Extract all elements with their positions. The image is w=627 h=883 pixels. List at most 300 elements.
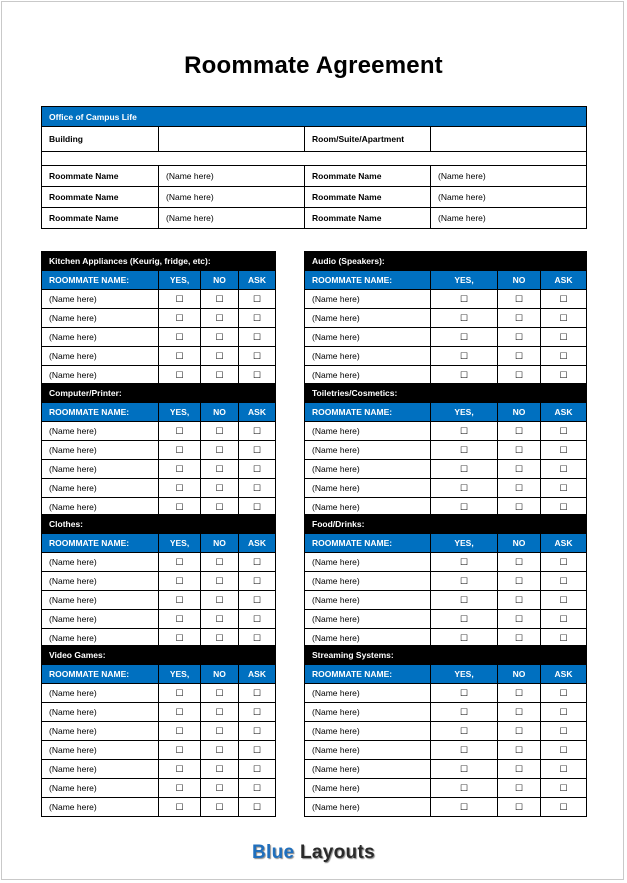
yes-checkbox[interactable]: ☐: [431, 572, 498, 591]
column-header-row: [42, 534, 276, 553]
roommate-name-cell[interactable]: (Name here): [305, 703, 431, 722]
no-checkbox[interactable]: ☐: [498, 366, 541, 385]
ask-checkbox[interactable]: ☐: [239, 703, 276, 722]
roommate-name-cell[interactable]: (Name here): [42, 760, 159, 779]
table-row: [42, 347, 276, 366]
roommate-name-cell[interactable]: (Name here): [42, 610, 159, 629]
column-header-ask: ASK: [541, 665, 587, 684]
roommate-info-row: [42, 166, 587, 187]
yes-checkbox[interactable]: ☐: [431, 703, 498, 722]
ask-checkbox[interactable]: ☐: [541, 741, 587, 760]
column-header-ask: ASK: [541, 271, 587, 290]
section-title-row: [305, 646, 587, 665]
ask-checkbox[interactable]: ☐: [239, 760, 276, 779]
section-title: Audio (Speakers):: [305, 252, 587, 271]
ask-checkbox[interactable]: ☐: [541, 798, 587, 817]
no-checkbox[interactable]: ☐: [201, 422, 239, 441]
roommate-name-cell[interactable]: (Name here): [42, 798, 159, 817]
table-row: [305, 366, 587, 385]
column-header-yes: YES,: [431, 534, 498, 553]
no-checkbox[interactable]: ☐: [201, 760, 239, 779]
roommate-info-row: [42, 187, 587, 208]
column-header-ask: ASK: [541, 403, 587, 422]
yes-checkbox[interactable]: ☐: [159, 798, 201, 817]
roommate-name-cell[interactable]: (Name here): [42, 347, 159, 366]
section-title: Kitchen Appliances (Keurig, fridge, etc):: [42, 252, 276, 271]
roommate-name-cell[interactable]: (Name here): [42, 366, 159, 385]
yes-checkbox[interactable]: ☐: [159, 684, 201, 703]
column-header-name: ROOMMATE NAME:: [42, 534, 159, 553]
yes-checkbox[interactable]: ☐: [159, 553, 201, 572]
roommate-name-cell[interactable]: (Name here): [305, 309, 431, 328]
column-header-name: ROOMMATE NAME:: [42, 665, 159, 684]
ask-checkbox[interactable]: ☐: [541, 366, 587, 385]
ask-checkbox[interactable]: ☐: [239, 328, 276, 347]
table-row: [42, 591, 276, 610]
brand-logo-layouts: Layouts: [300, 842, 375, 863]
yes-checkbox[interactable]: ☐: [159, 760, 201, 779]
ask-checkbox[interactable]: ☐: [239, 479, 276, 498]
ask-checkbox[interactable]: ☐: [239, 290, 276, 309]
table-row: [42, 779, 276, 798]
ask-checkbox[interactable]: ☐: [541, 779, 587, 798]
ask-checkbox[interactable]: ☐: [541, 553, 587, 572]
table-row: [42, 309, 276, 328]
no-checkbox[interactable]: ☐: [498, 591, 541, 610]
no-checkbox[interactable]: ☐: [498, 572, 541, 591]
ask-checkbox[interactable]: ☐: [239, 741, 276, 760]
yes-checkbox[interactable]: ☐: [431, 347, 498, 366]
no-checkbox[interactable]: ☐: [498, 553, 541, 572]
roommate-name-cell[interactable]: (Name here): [305, 553, 431, 572]
column-header-name: ROOMMATE NAME:: [305, 403, 431, 422]
table-row: [42, 722, 276, 741]
roommate-name-cell[interactable]: (Name here): [305, 328, 431, 347]
yes-checkbox[interactable]: ☐: [431, 479, 498, 498]
section-title: Clothes:: [42, 515, 276, 534]
roommate-name-cell[interactable]: (Name here): [42, 290, 159, 309]
section-table-food-drinks: [304, 514, 587, 648]
no-checkbox[interactable]: ☐: [498, 498, 541, 517]
no-checkbox[interactable]: ☐: [498, 309, 541, 328]
column-header-row: [42, 403, 276, 422]
column-header-ask: ASK: [239, 271, 276, 290]
building-row: [42, 127, 587, 152]
ask-checkbox[interactable]: ☐: [239, 441, 276, 460]
no-checkbox[interactable]: ☐: [498, 347, 541, 366]
table-row: [305, 347, 587, 366]
no-checkbox[interactable]: ☐: [201, 309, 239, 328]
roommate-name-cell[interactable]: (Name here): [42, 441, 159, 460]
table-row: [305, 779, 587, 798]
no-checkbox[interactable]: ☐: [201, 498, 239, 517]
table-row: [305, 722, 587, 741]
no-checkbox[interactable]: ☐: [201, 328, 239, 347]
yes-checkbox[interactable]: ☐: [159, 703, 201, 722]
ask-checkbox[interactable]: ☐: [239, 779, 276, 798]
column-header-yes: YES,: [431, 403, 498, 422]
yes-checkbox[interactable]: ☐: [431, 760, 498, 779]
column-header-name: ROOMMATE NAME:: [305, 271, 431, 290]
no-checkbox[interactable]: ☐: [498, 779, 541, 798]
yes-checkbox[interactable]: ☐: [159, 498, 201, 517]
column-header-row: [305, 534, 587, 553]
table-row: [305, 591, 587, 610]
roommate-name-cell[interactable]: (Name here): [42, 684, 159, 703]
no-checkbox[interactable]: ☐: [201, 703, 239, 722]
table-row: [42, 328, 276, 347]
table-row: [305, 309, 587, 328]
roommate-name-field[interactable]: (Name here): [431, 166, 587, 187]
section-table-clothes: [41, 514, 276, 648]
roommate-name-field[interactable]: (Name here): [159, 166, 305, 187]
table-row: [305, 460, 587, 479]
table-row: [305, 441, 587, 460]
section-title: Video Games:: [42, 646, 276, 665]
section-table-streaming-systems: [304, 645, 587, 817]
no-checkbox[interactable]: ☐: [201, 553, 239, 572]
roommate-name-cell[interactable]: (Name here): [305, 760, 431, 779]
brand-logo: [0, 842, 627, 864]
section-title: Food/Drinks:: [305, 515, 587, 534]
yes-checkbox[interactable]: ☐: [159, 591, 201, 610]
section-title: Streaming Systems:: [305, 646, 587, 665]
no-checkbox[interactable]: ☐: [201, 629, 239, 648]
roommate-name-field[interactable]: (Name here): [159, 208, 305, 229]
table-row: [42, 479, 276, 498]
yes-checkbox[interactable]: ☐: [431, 422, 498, 441]
no-checkbox[interactable]: ☐: [201, 460, 239, 479]
section-title-row: [42, 646, 276, 665]
table-row: [42, 553, 276, 572]
roommate-name-cell[interactable]: (Name here): [42, 722, 159, 741]
office-header: Office of Campus Life: [42, 107, 587, 127]
yes-checkbox[interactable]: ☐: [431, 366, 498, 385]
column-header-no: NO: [201, 534, 239, 553]
ask-checkbox[interactable]: ☐: [541, 629, 587, 648]
ask-checkbox[interactable]: ☐: [239, 591, 276, 610]
roommate-name-field[interactable]: (Name here): [159, 187, 305, 208]
no-checkbox[interactable]: ☐: [201, 610, 239, 629]
yes-checkbox[interactable]: ☐: [431, 798, 498, 817]
table-row: [42, 460, 276, 479]
roommate-name-label: Roommate Name: [305, 208, 431, 229]
section-table-computer-printer: [41, 383, 276, 517]
column-header-row: [305, 271, 587, 290]
ask-checkbox[interactable]: ☐: [239, 366, 276, 385]
table-row: [42, 684, 276, 703]
table-row: [42, 572, 276, 591]
yes-checkbox[interactable]: ☐: [159, 572, 201, 591]
column-header-name: ROOMMATE NAME:: [305, 534, 431, 553]
yes-checkbox[interactable]: ☐: [431, 779, 498, 798]
yes-checkbox[interactable]: ☐: [159, 422, 201, 441]
ask-checkbox[interactable]: ☐: [541, 347, 587, 366]
no-checkbox[interactable]: ☐: [498, 422, 541, 441]
column-header-no: NO: [498, 534, 541, 553]
roommate-name-cell[interactable]: (Name here): [305, 347, 431, 366]
section-table-audio-speakers: [304, 251, 587, 385]
yes-checkbox[interactable]: ☐: [159, 441, 201, 460]
yes-checkbox[interactable]: ☐: [431, 610, 498, 629]
roommate-name-cell[interactable]: (Name here): [305, 629, 431, 648]
no-checkbox[interactable]: ☐: [498, 629, 541, 648]
no-checkbox[interactable]: ☐: [498, 290, 541, 309]
section-title-row: [305, 515, 587, 534]
room-label: Room/Suite/Apartment: [305, 127, 431, 152]
yes-checkbox[interactable]: ☐: [431, 328, 498, 347]
yes-checkbox[interactable]: ☐: [431, 441, 498, 460]
column-header-no: NO: [498, 665, 541, 684]
brand-logo-blue: Blue: [252, 842, 295, 863]
yes-checkbox[interactable]: ☐: [431, 684, 498, 703]
ask-checkbox[interactable]: ☐: [239, 572, 276, 591]
column-header-no: NO: [201, 403, 239, 422]
column-header-row: [42, 271, 276, 290]
yes-checkbox[interactable]: ☐: [431, 722, 498, 741]
roommate-name-cell[interactable]: (Name here): [42, 553, 159, 572]
roommate-name-cell[interactable]: (Name here): [305, 591, 431, 610]
no-checkbox[interactable]: ☐: [498, 684, 541, 703]
yes-checkbox[interactable]: ☐: [159, 309, 201, 328]
roommate-name-cell[interactable]: (Name here): [42, 703, 159, 722]
table-row: [305, 610, 587, 629]
no-checkbox[interactable]: ☐: [498, 741, 541, 760]
no-checkbox[interactable]: ☐: [498, 722, 541, 741]
roommate-name-cell[interactable]: (Name here): [42, 309, 159, 328]
no-checkbox[interactable]: ☐: [498, 441, 541, 460]
ask-checkbox[interactable]: ☐: [541, 422, 587, 441]
column-header-row: [305, 665, 587, 684]
column-header-row: [305, 403, 587, 422]
no-checkbox[interactable]: ☐: [201, 479, 239, 498]
no-checkbox[interactable]: ☐: [498, 760, 541, 779]
ask-checkbox[interactable]: ☐: [541, 290, 587, 309]
no-checkbox[interactable]: ☐: [201, 290, 239, 309]
ask-checkbox[interactable]: ☐: [541, 572, 587, 591]
roommate-name-cell[interactable]: (Name here): [305, 290, 431, 309]
ask-checkbox[interactable]: ☐: [239, 347, 276, 366]
table-row: [305, 684, 587, 703]
table-row: [42, 741, 276, 760]
roommate-name-cell[interactable]: (Name here): [42, 779, 159, 798]
yes-checkbox[interactable]: ☐: [431, 460, 498, 479]
roommate-name-cell[interactable]: (Name here): [42, 479, 159, 498]
no-checkbox[interactable]: ☐: [201, 347, 239, 366]
yes-checkbox[interactable]: ☐: [431, 629, 498, 648]
roommate-name-cell[interactable]: (Name here): [42, 422, 159, 441]
ask-checkbox[interactable]: ☐: [541, 479, 587, 498]
ask-checkbox[interactable]: ☐: [541, 328, 587, 347]
ask-checkbox[interactable]: ☐: [541, 309, 587, 328]
no-checkbox[interactable]: ☐: [201, 779, 239, 798]
table-row: [42, 610, 276, 629]
ask-checkbox[interactable]: ☐: [541, 722, 587, 741]
column-header-ask: ASK: [541, 534, 587, 553]
table-row: [42, 366, 276, 385]
table-row: [42, 441, 276, 460]
roommate-name-cell[interactable]: (Name here): [42, 328, 159, 347]
roommate-name-cell[interactable]: (Name here): [42, 741, 159, 760]
ask-checkbox[interactable]: ☐: [239, 553, 276, 572]
column-header-yes: YES,: [431, 665, 498, 684]
section-title-row: [305, 252, 587, 271]
section-title-row: [42, 252, 276, 271]
yes-checkbox[interactable]: ☐: [159, 629, 201, 648]
column-header-yes: YES,: [159, 534, 201, 553]
no-checkbox[interactable]: ☐: [201, 684, 239, 703]
table-row: [305, 422, 587, 441]
column-header-ask: ASK: [239, 534, 276, 553]
building-label: Building: [42, 127, 159, 152]
no-checkbox[interactable]: ☐: [498, 798, 541, 817]
roommate-name-cell[interactable]: (Name here): [305, 422, 431, 441]
table-row: [305, 703, 587, 722]
section-table-kitchen-appliances-keurig-fridge-etc: [41, 251, 276, 385]
ask-checkbox[interactable]: ☐: [541, 498, 587, 517]
roommate-name-field[interactable]: (Name here): [431, 208, 587, 229]
no-checkbox[interactable]: ☐: [201, 798, 239, 817]
building-field[interactable]: [159, 127, 305, 152]
no-checkbox[interactable]: ☐: [498, 610, 541, 629]
no-checkbox[interactable]: ☐: [201, 591, 239, 610]
yes-checkbox[interactable]: ☐: [159, 779, 201, 798]
yes-checkbox[interactable]: ☐: [431, 591, 498, 610]
ask-checkbox[interactable]: ☐: [541, 703, 587, 722]
column-header-yes: YES,: [431, 271, 498, 290]
section-title: Toiletries/Cosmetics:: [305, 384, 587, 403]
roommate-name-cell[interactable]: (Name here): [42, 629, 159, 648]
table-row: [305, 328, 587, 347]
yes-checkbox[interactable]: ☐: [431, 309, 498, 328]
ask-checkbox[interactable]: ☐: [541, 441, 587, 460]
roommate-name-cell[interactable]: (Name here): [305, 366, 431, 385]
roommate-name-cell[interactable]: (Name here): [305, 722, 431, 741]
roommate-name-label: Roommate Name: [305, 166, 431, 187]
spacer-row: [42, 152, 587, 166]
section-table-video-games: [41, 645, 276, 817]
column-header-name: ROOMMATE NAME:: [42, 271, 159, 290]
roommate-name-cell[interactable]: (Name here): [305, 741, 431, 760]
column-header-no: NO: [201, 665, 239, 684]
office-info-table: [41, 106, 587, 229]
no-checkbox[interactable]: ☐: [201, 441, 239, 460]
roommate-name-cell[interactable]: (Name here): [42, 460, 159, 479]
roommate-name-label: Roommate Name: [305, 187, 431, 208]
yes-checkbox[interactable]: ☐: [431, 741, 498, 760]
roommate-name-cell[interactable]: (Name here): [305, 460, 431, 479]
column-header-name: ROOMMATE NAME:: [305, 665, 431, 684]
no-checkbox[interactable]: ☐: [498, 479, 541, 498]
column-header-no: NO: [201, 271, 239, 290]
no-checkbox[interactable]: ☐: [201, 722, 239, 741]
table-row: [42, 760, 276, 779]
section-title-row: [42, 515, 276, 534]
office-header-row: [42, 107, 587, 127]
column-header-ask: ASK: [239, 665, 276, 684]
no-checkbox[interactable]: ☐: [201, 741, 239, 760]
yes-checkbox[interactable]: ☐: [159, 460, 201, 479]
column-header-yes: YES,: [159, 665, 201, 684]
ask-checkbox[interactable]: ☐: [239, 684, 276, 703]
ask-checkbox[interactable]: ☐: [239, 798, 276, 817]
no-checkbox[interactable]: ☐: [498, 460, 541, 479]
page-title: Roommate Agreement: [184, 52, 443, 79]
ask-checkbox[interactable]: ☐: [239, 722, 276, 741]
roommate-name-label: Roommate Name: [42, 208, 159, 229]
roommate-info-row: [42, 208, 587, 229]
roommate-name-cell[interactable]: (Name here): [305, 610, 431, 629]
yes-checkbox[interactable]: ☐: [159, 366, 201, 385]
ask-checkbox[interactable]: ☐: [541, 460, 587, 479]
yes-checkbox[interactable]: ☐: [159, 610, 201, 629]
roommate-name-cell[interactable]: (Name here): [305, 479, 431, 498]
table-row: [42, 798, 276, 817]
ask-checkbox[interactable]: ☐: [541, 760, 587, 779]
no-checkbox[interactable]: ☐: [498, 703, 541, 722]
roommate-name-cell[interactable]: (Name here): [42, 498, 159, 517]
yes-checkbox[interactable]: ☐: [159, 347, 201, 366]
yes-checkbox[interactable]: ☐: [431, 498, 498, 517]
table-row: [42, 290, 276, 309]
no-checkbox[interactable]: ☐: [201, 572, 239, 591]
ask-checkbox[interactable]: ☐: [541, 684, 587, 703]
roommate-name-cell[interactable]: (Name here): [305, 684, 431, 703]
section-table-toiletries-cosmetics: [304, 383, 587, 517]
ask-checkbox[interactable]: ☐: [239, 460, 276, 479]
yes-checkbox[interactable]: ☐: [431, 553, 498, 572]
section-title-row: [42, 384, 276, 403]
section-title: Computer/Printer:: [42, 384, 276, 403]
roommate-name-cell[interactable]: (Name here): [42, 591, 159, 610]
column-header-name: ROOMMATE NAME:: [42, 403, 159, 422]
roommate-name-cell[interactable]: (Name here): [305, 572, 431, 591]
yes-checkbox[interactable]: ☐: [431, 290, 498, 309]
table-row: [305, 479, 587, 498]
yes-checkbox[interactable]: ☐: [159, 328, 201, 347]
roommate-name-field[interactable]: (Name here): [431, 187, 587, 208]
ask-checkbox[interactable]: ☐: [239, 629, 276, 648]
ask-checkbox[interactable]: ☐: [239, 498, 276, 517]
ask-checkbox[interactable]: ☐: [541, 610, 587, 629]
yes-checkbox[interactable]: ☐: [159, 290, 201, 309]
ask-checkbox[interactable]: ☐: [541, 591, 587, 610]
table-row: [42, 703, 276, 722]
ask-checkbox[interactable]: ☐: [239, 309, 276, 328]
room-field[interactable]: [431, 127, 587, 152]
roommate-name-label: Roommate Name: [42, 166, 159, 187]
column-header-row: [42, 665, 276, 684]
no-checkbox[interactable]: ☐: [201, 366, 239, 385]
yes-checkbox[interactable]: ☐: [159, 722, 201, 741]
roommate-name-cell[interactable]: (Name here): [305, 779, 431, 798]
column-header-no: NO: [498, 271, 541, 290]
roommate-name-cell[interactable]: (Name here): [42, 572, 159, 591]
table-row: [305, 760, 587, 779]
column-header-no: NO: [498, 403, 541, 422]
ask-checkbox[interactable]: ☐: [239, 422, 276, 441]
no-checkbox[interactable]: ☐: [498, 328, 541, 347]
roommate-name-cell[interactable]: (Name here): [305, 441, 431, 460]
table-row: [305, 798, 587, 817]
yes-checkbox[interactable]: ☐: [159, 479, 201, 498]
column-header-yes: YES,: [159, 271, 201, 290]
roommate-name-cell[interactable]: (Name here): [305, 798, 431, 817]
yes-checkbox[interactable]: ☐: [159, 741, 201, 760]
roommate-name-cell[interactable]: (Name here): [305, 498, 431, 517]
table-row: [305, 572, 587, 591]
ask-checkbox[interactable]: ☐: [239, 610, 276, 629]
